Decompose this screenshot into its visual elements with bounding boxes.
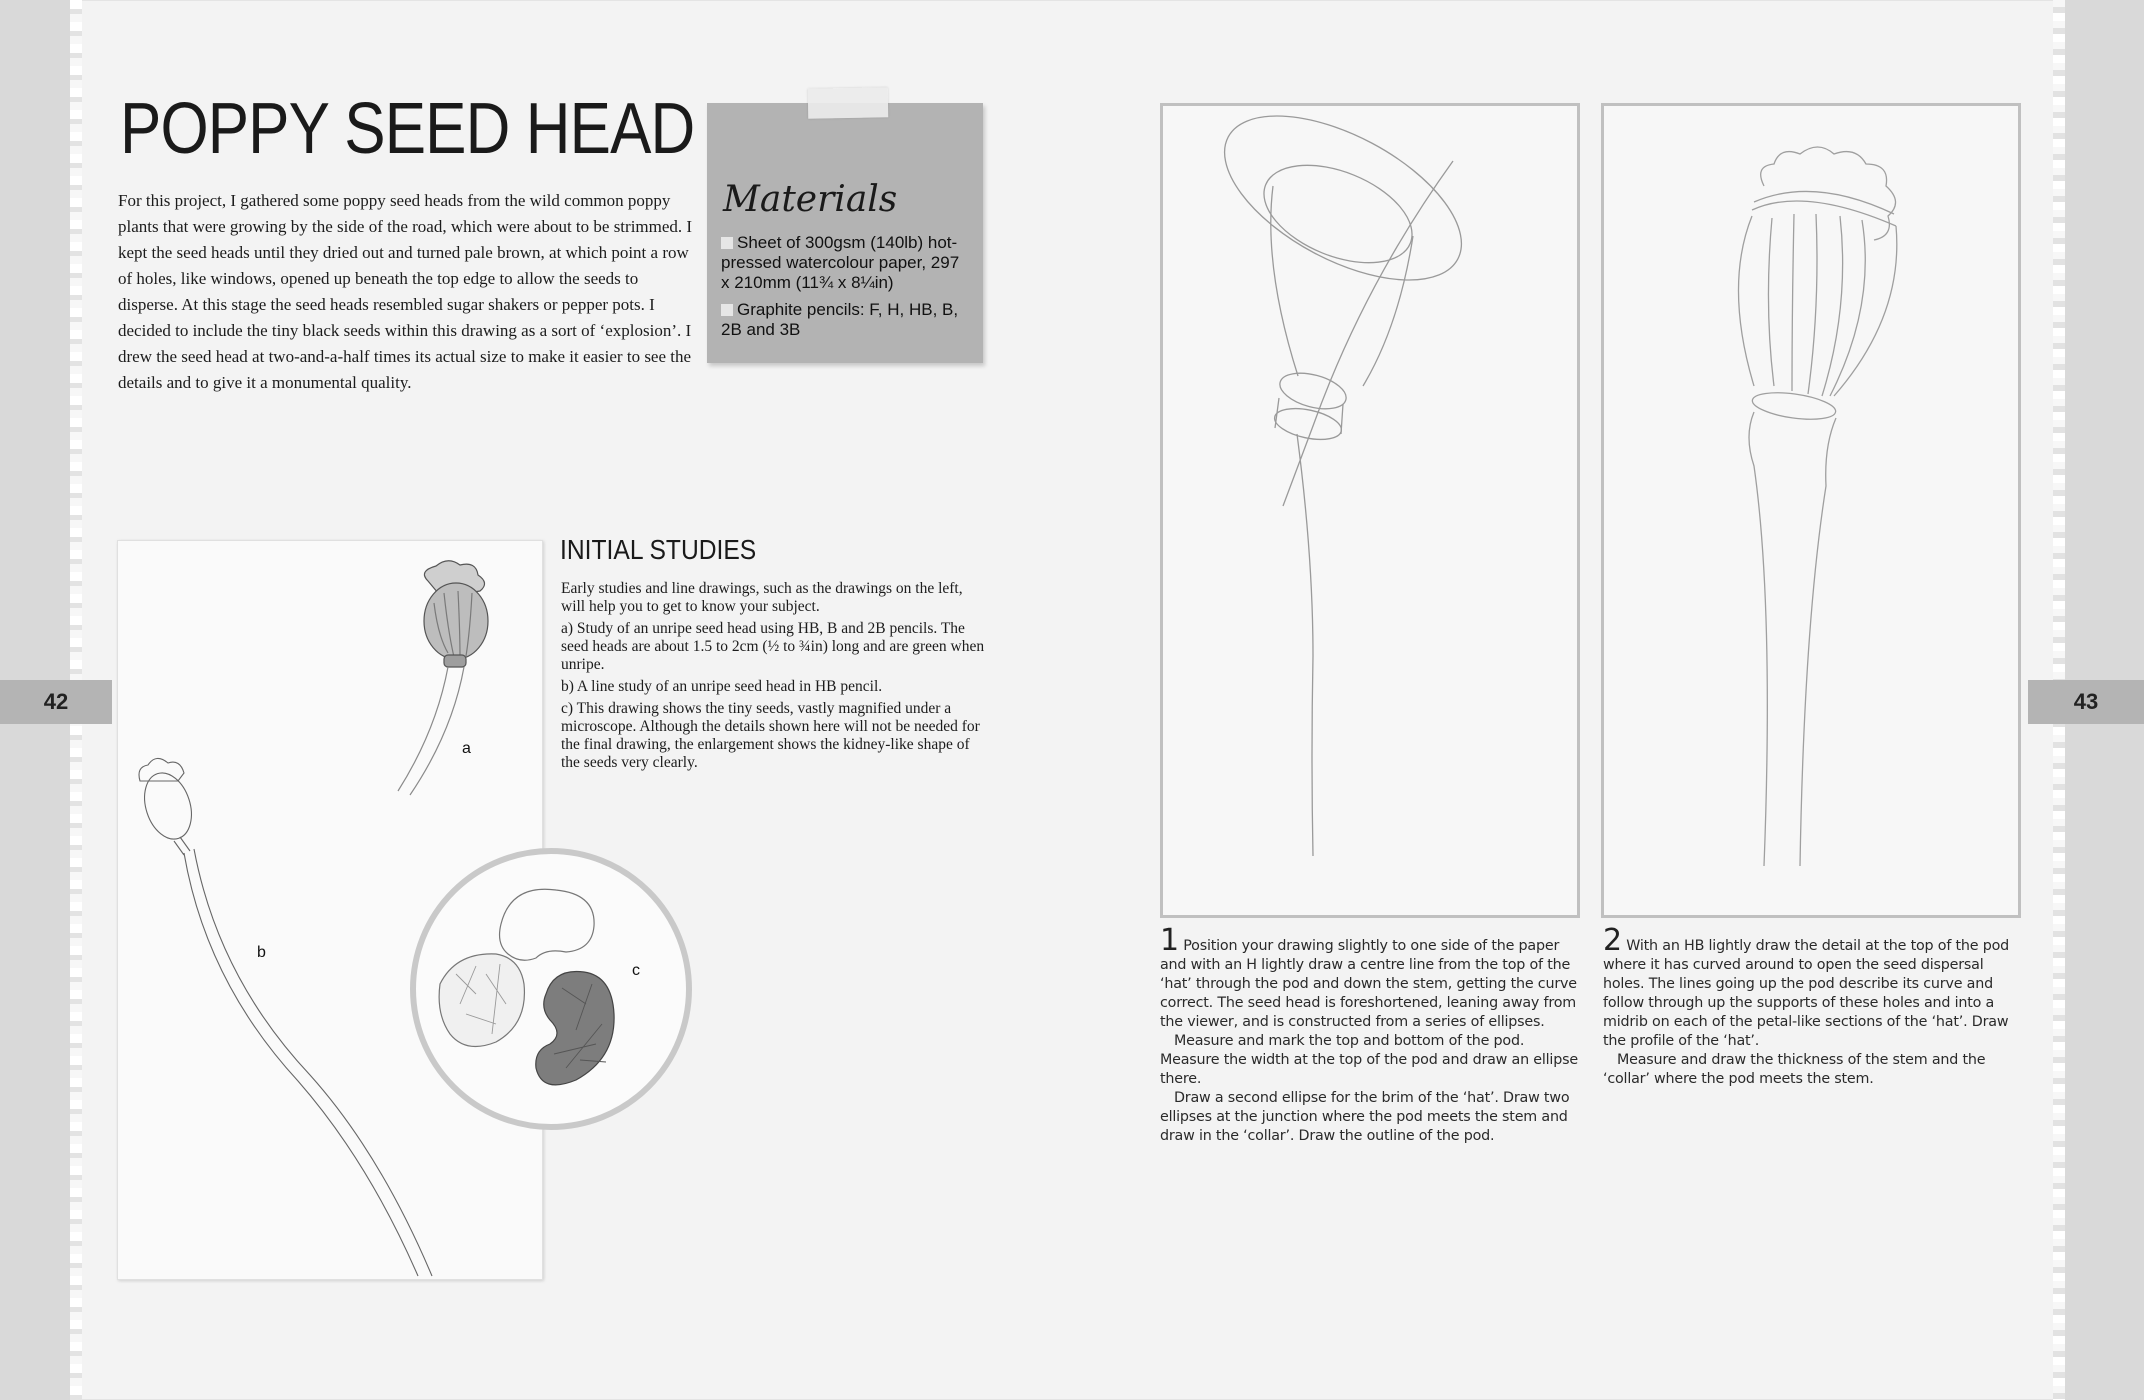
step-paragraph: Draw a second ellipse for the brim of the ‘hat’. Draw two ellipses at the junction where the pod meets the stem and draw in the ‘collar’. Draw the outline of the pod. (1160, 1090, 1570, 1144)
materials-list (721, 233, 971, 347)
step-1-text (1160, 923, 1586, 1146)
step-2-sketch (1604, 106, 2018, 915)
study-label-c: c (632, 962, 640, 979)
step-paragraph: Measure and mark the top and bottom of the pod. Measure the width at the top of the pod and draw an ellipse there. (1160, 1033, 1578, 1087)
initial-studies-text (561, 580, 985, 776)
step-2-text (1603, 923, 2029, 1089)
intro-paragraph: For this project, I gathered some poppy seed heads from the wild common poppy plants that were growing by the side of the road, which were about to be strimmed. I kept the seed heads until they dried out and turned pale brown, at which point a row of holes, like windows, opened up beneath the top edge to allow the seeds to disperse. At this stage the seed heads resembled sugar shakers or pepper pots. I decided to include the tiny black seeds within this drawing as a sort of ‘explosion’. I drew the seed head at two-and-a-half times its actual size to make it easier to see the details and to give it a monumental quality. (118, 191, 693, 392)
seed-drawing (416, 854, 686, 1124)
materials-note (707, 103, 983, 363)
study-paragraph: a) Study of an unripe seed head using HB, B and 2B pencils. The seed heads are about 1.5 to 2cm (½ to ¾in) long and are green when unripe. (561, 620, 985, 673)
tape-strip (808, 87, 889, 118)
page-number-right: 43 (2028, 680, 2144, 724)
study-paragraph: b) A line study of an unripe seed head in HB pencil. (561, 678, 883, 695)
bullet-square-icon (721, 304, 733, 316)
step-paragraph: 2 With an HB lightly draw the detail at the top of the pod where it has curved around to open the seed dispersal holes. The lines going up the pod describe its curve and follow through up the supports of these holes and into a midrib on each of the petal-like sections of the ‘hat’. Draw the profile of the ‘hat’. (1603, 923, 2009, 1049)
page-number-left: 42 (0, 680, 112, 724)
bullet-square-icon (721, 237, 733, 249)
step-paragraph: 1 Position your drawing slightly to one side of the paper and with an H lightly draw a centre line from the top of the ‘hat’ through the pod and down the stem, getting the curve correct. The seed head is foreshortened, leaning away from the viewer, and is constructed from a series of ellipses. (1160, 923, 1577, 1030)
study-label-b: b (257, 944, 266, 961)
initial-studies-heading: INITIAL STUDIES (560, 534, 757, 565)
step-2-drawing-frame (1601, 103, 2021, 918)
materials-item: Graphite pencils: F, H, HB, B, 2B and 3B (721, 300, 959, 339)
study-paragraph: Early studies and line drawings, such as the drawings on the left, will help you to get to know your subject. (561, 580, 963, 615)
study-paragraph: c) This drawing shows the tiny seeds, vastly magnified under a microscope. Although the details shown here will not be needed for the final drawing, the enlargement shows the kidney-like shape of the seeds very clearly. (561, 700, 980, 771)
step-number: 1 (1160, 923, 1179, 958)
study-label-a: a (462, 740, 471, 757)
step-1-drawing-frame (1160, 103, 1580, 918)
page-title: POPPY SEED HEAD (120, 89, 695, 169)
magnified-seeds-circle (410, 848, 692, 1130)
materials-heading: Materials (723, 179, 898, 220)
step-paragraph: Measure and draw the thickness of the stem and the ‘collar’ where the pod meets the stem. (1603, 1052, 1986, 1087)
step-1-sketch (1163, 106, 1577, 915)
materials-item: Sheet of 300gsm (140lb) hot-pressed watercolour paper, 297 x 210mm (11¾ x 8¼in) (721, 233, 960, 292)
step-number: 2 (1603, 923, 1622, 958)
